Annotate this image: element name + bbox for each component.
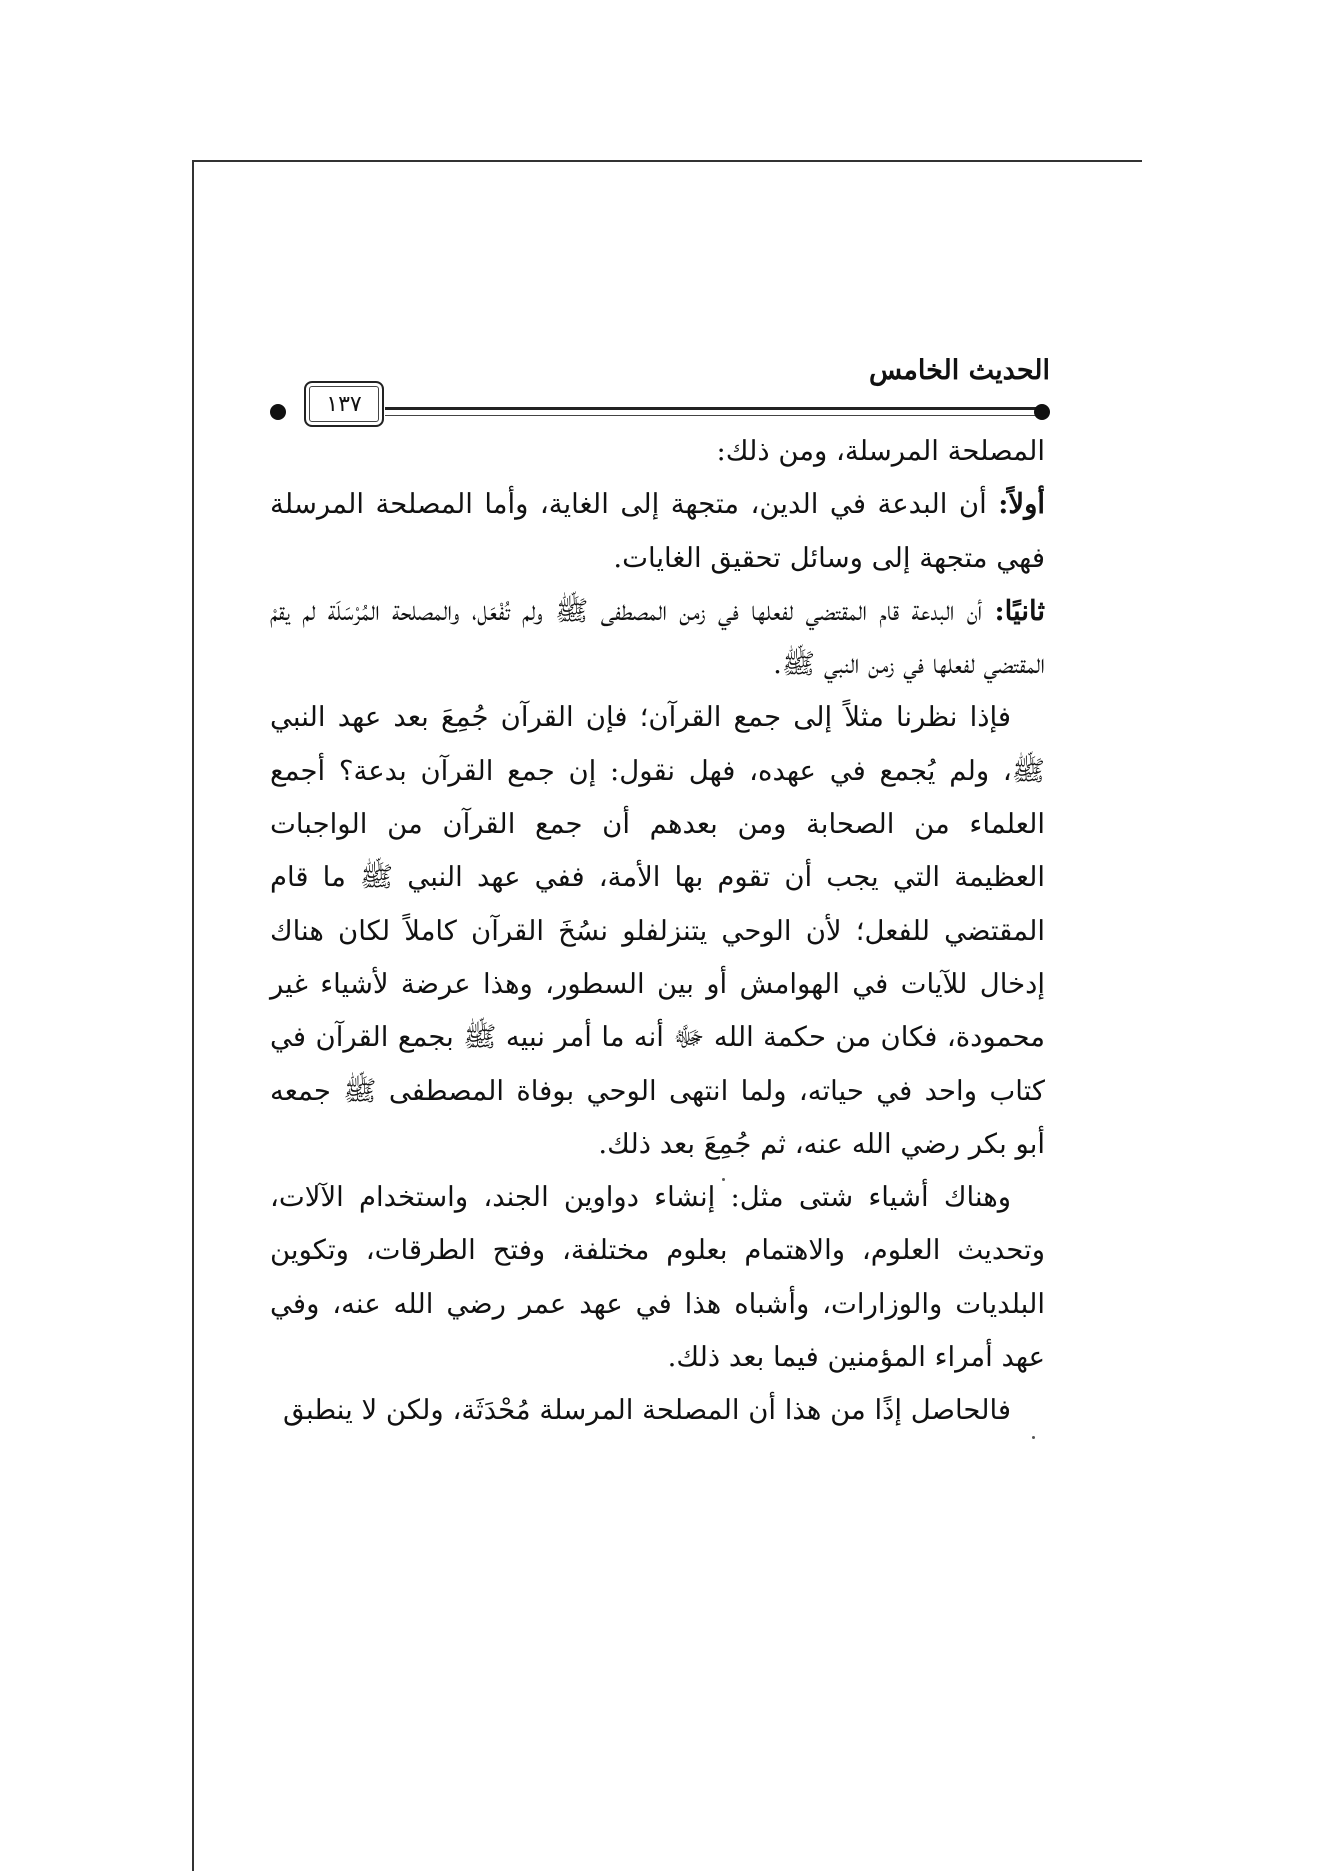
page-number: ١٣٧ [304, 381, 384, 427]
paragraph-3-lead: ثانيًا: [994, 594, 1045, 627]
header-ornament-dot-left [270, 404, 286, 420]
paragraph-2-text: أن البدعة في الدين، متجهة إلى الغاية، وأما المصلحة المرسلة فهي متجهة إلى وسائل تحقيق الغايات. [270, 488, 1045, 574]
paragraph-2-lead: أولاً: [998, 488, 1045, 521]
page-header [270, 355, 1050, 425]
paragraph-3-text: أن البدعة قام المقتضي لفعلها في زمن المصطفى ﷺ ولم تُفْعَل، والمصلحة المُرْسَلَة لم يقمْ المقتضي لفعلها في زمن النبي ﷺ. [270, 594, 1045, 681]
body-text [270, 425, 1045, 1438]
scan-speck [1032, 1436, 1035, 1439]
header-rule [385, 407, 1036, 410]
header-rule-thin [385, 415, 1036, 416]
crop-line-top [192, 160, 1142, 162]
crop-line-left [192, 160, 194, 1871]
chapter-title: الحديث الخامس [868, 355, 1050, 386]
scan-speck [722, 1178, 725, 1181]
paragraph-3 [270, 585, 1045, 692]
paragraph-5: وهناك أشياء شتى مثل: إنشاء دواوين الجند، واستخدام الآلات، وتحديث العلوم، والاهتمام بعلوم مختلفة، وفتح الطرقات، وتكوين البلديات والوزارات، وأشباه هذا في عهد عمر رضي الله عنه، وفي عهد أمراء المؤمنين فيما بعد ذلك. [270, 1181, 1045, 1374]
paragraph-6: فالحاصل إذًا من هذا أن المصلحة المرسلة مُحْدَثَة، ولكن لا ينطبق [283, 1394, 1011, 1427]
paragraph-1: المصلحة المرسلة، ومن ذلك: [716, 435, 1045, 467]
header-ornament-dot-right [1034, 404, 1050, 420]
paragraph-4: فإذا نظرنا مثلاً إلى جمع القرآن؛ فإن القرآن جُمِعَ بعد عهد النبي ﷺ، ولم يُجمع في عهده، فهل نقول: إن جمع القرآن بدعة؟ أجمع العلماء من الصحابة ومن بعدهم أن جمع القرآن من الواجبات العظيمة التي يجب أن تقوم بها الأمة، ففي عهد النبي ﷺ ما قام المقتضي للفعل؛ لأن الوحي يتنزلفلو نسُخَ القرآن كاملاً لكان هناك إدخال للآيات في الهوامش أو بين السطور، وهذا عرضة لأشياء غير محمودة، فكان من حكمة الله ﷻ أنه ما أمر نبيه ﷺ بجمع القرآن في كتاب واحد في حياته، ولما انتهى الوحي بوفاة المصطفى ﷺ جمعه أبو بكر رضي الله عنه، ثم جُمِعَ بعد ذلك. [270, 701, 1045, 1160]
paragraph-2 [270, 478, 1045, 585]
